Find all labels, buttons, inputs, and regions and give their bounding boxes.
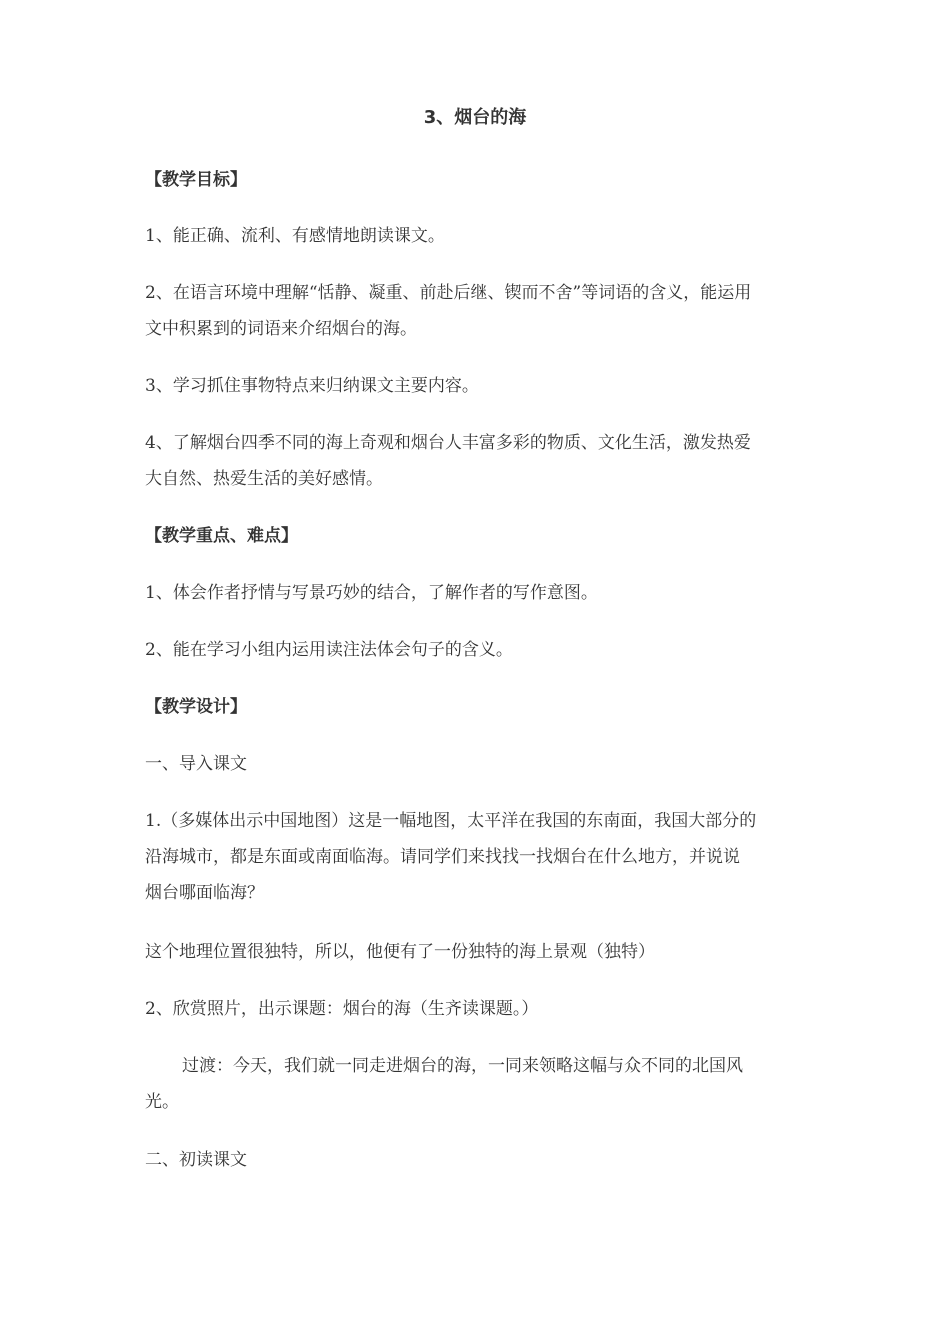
document-title: 3、烟台的海 (423, 107, 527, 128)
objective-2 (145, 275, 813, 347)
keypoint-2: 2、能在学习小组内运用读注法体会句子的含义。 (145, 640, 513, 660)
design-heading: 【教学设计】 (145, 697, 247, 717)
design-paragraph-2: 这个地理位置很独特，所以，他便有了一份独特的海上景观（独特） (145, 942, 655, 962)
objective-4-line-1: 4、了解烟台四季不同的海上奇观和烟台人丰富多彩的物质、文化生活，激发热爱 (145, 433, 751, 453)
objective-2-line-1: 2、在语言环境中理解“恬静、凝重、前赴后继、锲而不舍”等词语的含义，能运用 (145, 283, 752, 303)
objective-4 (145, 425, 813, 497)
design-paragraph-4-line-2: 光。 (145, 1092, 179, 1112)
keypoint-1: 1、体会作者抒情与写景巧妙的结合，了解作者的写作意图。 (145, 583, 598, 603)
design-paragraph-4 (145, 1048, 813, 1120)
objectives-heading: 【教学目标】 (145, 170, 247, 190)
objective-1: 1、能正确、流利、有感情地朗读课文。 (145, 226, 445, 246)
objective-4-line-2: 大自然、热爱生活的美好感情。 (145, 469, 383, 489)
design-paragraph-1 (145, 803, 813, 911)
part1-heading: 一、导入课文 (145, 754, 247, 774)
design-paragraph-1-line-2: 沿海城市，都是东面或南面临海。请同学们来找找一找烟台在什么地方，并说说 (145, 847, 740, 867)
design-paragraph-3: 2、欣赏照片，出示课题：烟台的海（生齐读课题。） (145, 999, 539, 1019)
design-paragraph-4-line-1: 过渡：今天，我们就一同走进烟台的海，一同来领略这幅与众不同的北国风 (182, 1056, 743, 1076)
design-paragraph-1-line-3: 烟台哪面临海？ (145, 883, 264, 903)
objective-3: 3、学习抓住事物特点来归纳课文主要内容。 (145, 376, 479, 396)
keypoints-heading: 【教学重点、难点】 (145, 526, 298, 546)
part2-heading: 二、初读课文 (145, 1150, 247, 1170)
design-paragraph-1-line-1: 1.（多媒体出示中国地图）这是一幅地图，太平洋在我国的东南面，我国大部分的 (145, 811, 757, 831)
objective-2-line-2: 文中积累到的词语来介绍烟台的海。 (145, 319, 417, 339)
